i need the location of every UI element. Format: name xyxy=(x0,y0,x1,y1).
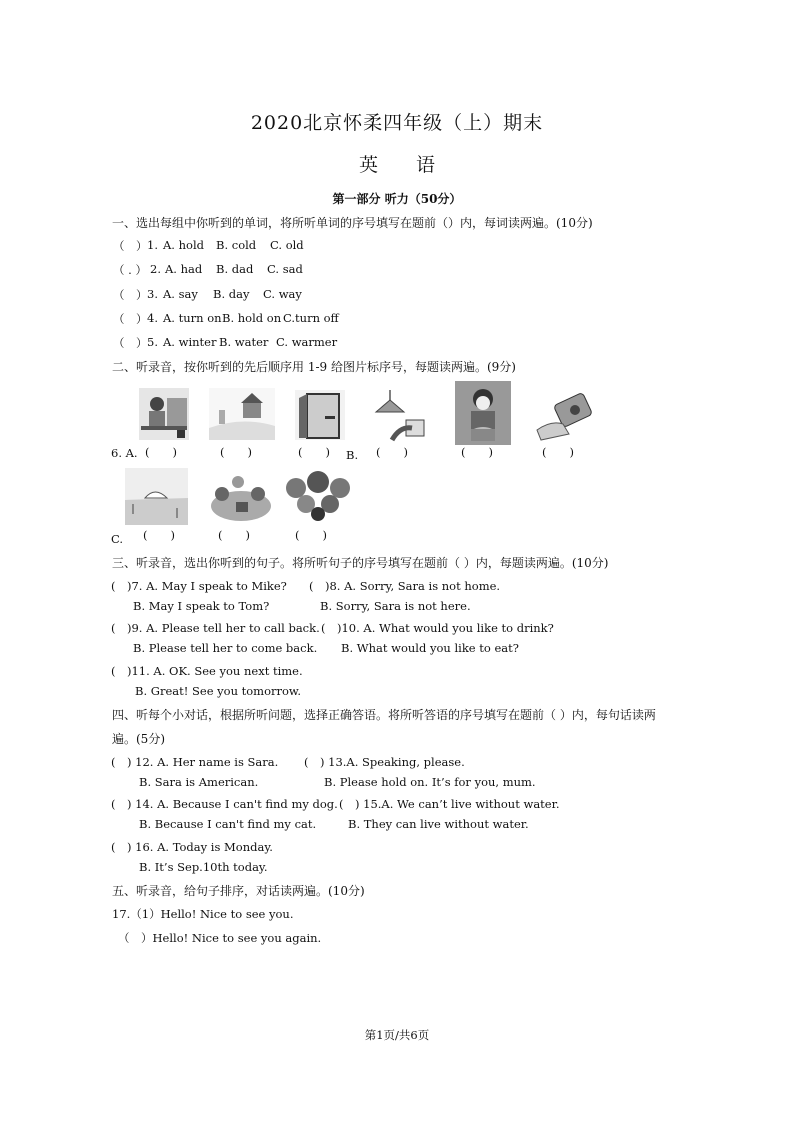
option-a: A. hold xyxy=(163,238,204,252)
question14-option-b: B. Because I can't find my cat. xyxy=(139,817,317,831)
group-c-label: C. xyxy=(111,532,124,546)
item-number: 5. xyxy=(147,335,158,349)
boy-at-table-picture xyxy=(139,388,189,440)
answer-paren[interactable]: （ ） xyxy=(113,312,148,326)
answer-paren[interactable]: ( ) xyxy=(143,528,175,542)
option-b: B. dad xyxy=(216,262,254,276)
option-c: C. way xyxy=(263,287,302,301)
option-a: A. turn on xyxy=(163,311,222,325)
question17-line2[interactable]: （ ）Hello! Nice to see you again. xyxy=(118,931,322,945)
lamp-switch-picture xyxy=(362,390,430,442)
option-a: A. had xyxy=(165,262,203,276)
question6-label: 6. A. xyxy=(111,446,138,460)
option-b: B. hold on xyxy=(222,311,282,325)
answer-paren[interactable]: ( ) xyxy=(220,445,252,459)
option-c: C. warmer xyxy=(276,335,338,349)
answer-paren[interactable]: ( ) xyxy=(376,445,408,459)
item-number: 4. xyxy=(147,311,158,325)
option-a: A. say xyxy=(163,287,198,301)
item-number: 2. xyxy=(150,262,161,276)
answer-paren[interactable]: ( ) xyxy=(461,445,493,459)
group-b-label: B. xyxy=(346,448,359,462)
answer-paren[interactable]: （ ） xyxy=(113,288,148,302)
question14-option-a[interactable]: ( ) 14. A. Because I can't find my dog. xyxy=(111,797,338,811)
option-c: C.turn off xyxy=(283,311,339,325)
question17-line1: 17.（1）Hello! Nice to see you. xyxy=(112,907,294,921)
option-b: B. cold xyxy=(216,238,257,252)
section5-instruction: 五、听录音，给句子排序，对话读两遍。(10分) xyxy=(112,884,365,898)
question15-option-a[interactable]: ( ) 15.A. We can’t live without water. xyxy=(339,797,560,811)
girl-with-drum-picture xyxy=(455,381,511,445)
question15-option-b: B. They can live without water. xyxy=(348,817,529,831)
answer-paren[interactable]: ( ) xyxy=(298,445,330,459)
question13-option-b: B. Please hold on. It’s for you, mum. xyxy=(324,775,536,789)
option-b: B. water xyxy=(219,335,269,349)
answer-paren[interactable]: ( ) xyxy=(218,528,250,542)
option-a: A. winter xyxy=(163,335,217,349)
question12-option-b: B. Sara is American. xyxy=(139,775,259,789)
answer-paren[interactable]: ( ) xyxy=(295,528,327,542)
answer-paren[interactable]: （ ） xyxy=(113,336,148,350)
question13-option-a[interactable]: ( ) 13.A. Speaking, please. xyxy=(304,755,465,769)
answer-paren[interactable]: （ ） xyxy=(113,239,148,253)
page-title: 2020北京怀柔四年级（上）期末 xyxy=(250,112,544,134)
page-footer: 第1页/共6页 xyxy=(364,1028,430,1042)
forest-animals-picture xyxy=(284,470,352,525)
subject-title: 英 语 xyxy=(358,154,435,176)
section4-instruction-cont: 遍。(5分) xyxy=(112,732,165,746)
part-heading: 第一部分 听力（50分） xyxy=(332,192,462,206)
question7-option-b: B. May I speak to Tom? xyxy=(133,599,270,613)
item-number: 1. xyxy=(147,238,158,252)
winter-field-picture xyxy=(125,468,188,525)
question16-option-b: B. It’s Sep.10th today. xyxy=(139,860,268,874)
question9-option-b: B. Please tell her to come back. xyxy=(133,641,318,655)
answer-paren[interactable]: （ . ） xyxy=(113,263,147,277)
item-number: 3. xyxy=(147,287,158,301)
question12-option-a[interactable]: ( ) 12. A. Her name is Sara. xyxy=(111,755,279,769)
section4-instruction: 四、听每个小对话，根据所听问题，选择正确答语。将所听答语的序号填写在题前（ ）内，每句话读两 xyxy=(112,708,656,722)
option-c: C. old xyxy=(270,238,304,252)
question9-option-a[interactable]: ( )9. A. Please tell her to call back. xyxy=(111,621,320,635)
question7-option-a[interactable]: ( )7. A. May I speak to Mike? xyxy=(111,579,287,593)
question10-option-a[interactable]: ( )10. A. What would you like to drink? xyxy=(321,621,554,635)
question8-option-a[interactable]: ( )8. A. Sorry, Sara is not home. xyxy=(309,579,501,593)
section2-instruction: 二、听录音，按你听到的先后顺序用 1-9 给图片标序号，每题读两遍。(9分) xyxy=(112,360,516,374)
radio-picture xyxy=(533,390,595,442)
option-c: C. sad xyxy=(267,262,303,276)
question16-option-a[interactable]: ( ) 16. A. Today is Monday. xyxy=(111,840,273,854)
snowy-house-picture xyxy=(209,388,275,440)
answer-paren[interactable]: ( ) xyxy=(145,445,177,459)
open-door-picture xyxy=(295,390,345,440)
option-b: B. day xyxy=(213,287,250,301)
answer-paren[interactable]: ( ) xyxy=(542,445,574,459)
question11-option-a[interactable]: ( )11. A. OK. See you next time. xyxy=(111,664,303,678)
question11-option-b: B. Great! See you tomorrow. xyxy=(135,684,302,698)
section3-instruction: 三、听录音，选出你听到的句子。将所听句子的序号填写在题前（ ）内，每题读两遍。(10分) xyxy=(112,556,609,570)
section1-instruction: 一、选出每组中你听到的单词，将所听单词的序号填写在题前（）内，每词读两遍。(10分) xyxy=(112,216,593,230)
village-picture xyxy=(208,472,274,524)
question8-option-b: B. Sorry, Sara is not here. xyxy=(320,599,471,613)
question10-option-b: B. What would you like to eat? xyxy=(341,641,519,655)
